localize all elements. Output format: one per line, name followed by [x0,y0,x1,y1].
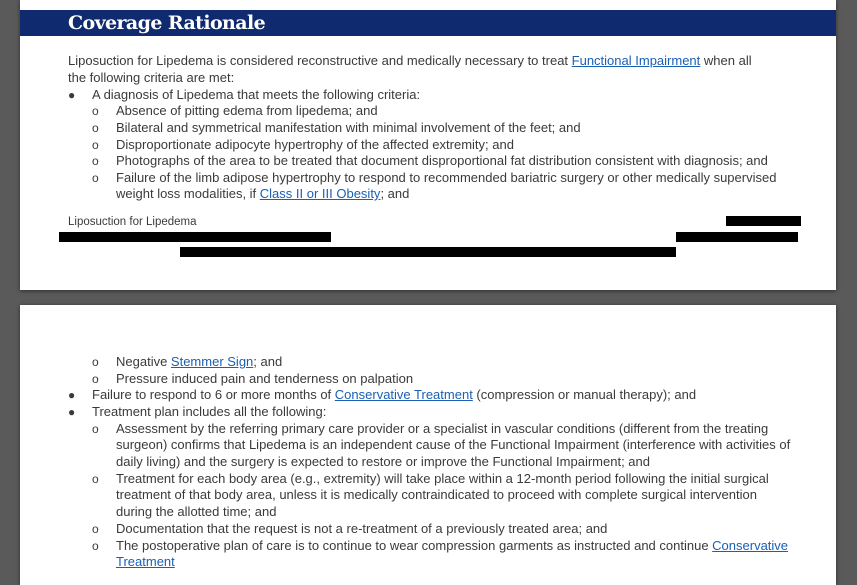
footer-document-title: Liposuction for Lipedema [68,216,197,228]
criterion-text-end: ; and [253,354,283,369]
sub-bullet-icon: o [92,138,99,152]
sub-bullet-icon: o [92,539,99,553]
conservative-treatment-link[interactable]: Conservative Treatment [334,387,473,402]
sub-criterion-7: Pressure induced pain and tenderness on palpation [116,371,414,386]
sub-bullet-icon: o [92,154,99,168]
intro-line-1 [68,53,752,69]
obesity-class-link[interactable]: Class II or III Obesity [259,186,381,201]
section-banner [20,10,836,36]
sub-criterion-3: Disproportionate adipocyte hypertrophy of the affected extremity; and [116,137,514,152]
sub-bullet-icon: o [92,522,99,536]
redaction-bar [676,232,798,242]
plan-item-2-line-3: during the allotted time; and [116,504,277,519]
sub-bullet-icon: o [92,355,99,369]
intro-text: Liposuction for Lipedema is considered reconstructive and medically necessary to treat [68,53,572,68]
intro-text-end: when all [700,53,752,68]
sub-criterion-4: Photographs of the area to be treated that document disproportional fat distribution consistent with diagnosis; and [116,153,768,168]
criteria-diagnosis: A diagnosis of Lipedema that meets the following criteria: [92,87,421,102]
plan-item-1-line-1: Assessment by the referring primary care provider or a specialist in vascular conditions (different from the treating [116,421,769,436]
criterion-text: Failure to respond to 6 or more months of [92,387,335,402]
plan-item-2-line-1: Treatment for each body area (e.g., extremity) will take place within a 12-month period following the initial surgical [116,471,769,486]
redaction-bar [726,216,801,226]
criterion-text: The postoperative plan of care is to continue to wear compression garments as instructed and continue [116,538,713,553]
sub-bullet-icon: o [92,121,99,135]
conservative-treatment-link[interactable]: Treatment [116,554,175,569]
conservative-treatment-link[interactable]: Conservative [712,538,789,553]
intro-line-2: the following criteria are met: [68,70,235,85]
criterion-text-end: ; and [380,186,410,201]
sub-bullet-icon: o [92,422,99,436]
criteria-conservative-failure [92,387,696,403]
sub-bullet-icon: o [92,372,99,386]
stemmer-sign-link[interactable]: Stemmer Sign [170,354,254,369]
document-page-2 [20,305,836,585]
sub-criterion-5-line-2 [116,186,409,202]
sub-bullet-icon: o [92,104,99,118]
criterion-text: Negative [116,354,171,369]
plan-item-3: Documentation that the request is not a re-treatment of a previously treated area; and [116,521,608,536]
criterion-text: weight loss modalities, if [116,186,260,201]
sub-bullet-icon: o [92,171,99,185]
sub-bullet-icon: o [92,472,99,486]
bullet-icon: ● [68,405,76,419]
functional-impairment-link[interactable]: Functional Impairment [571,53,701,68]
criteria-treatment-plan: Treatment plan includes all the following: [92,404,327,419]
criterion-text-end: (compression or manual therapy); and [472,387,697,402]
redaction-bar [180,247,676,257]
plan-item-4-line-1 [116,538,788,554]
sub-criterion-5-line-1: Failure of the limb adipose hypertrophy to respond to recommended bariatric surgery or other medically supervised [116,170,777,185]
document-page-1 [20,0,836,290]
bullet-icon: ● [68,388,76,402]
plan-item-1-line-2: surgeon) confirms that Lipedema is an independent cause of the Functional Impairment (interference with activities of [116,437,791,452]
section-title: Coverage Rationale [68,12,266,34]
sub-criterion-2: Bilateral and symmetrical manifestation with minimal involvement of the feet; and [116,120,581,135]
plan-item-4-line-2 [116,554,175,570]
sub-criterion-6 [116,354,282,370]
sub-criterion-1: Absence of pitting edema from lipedema; and [116,103,378,118]
plan-item-1-line-3: daily living) and the surgery is expected to restore or improve the Functional Impairment; and [116,454,650,469]
plan-item-2-line-2: treatment of that body area, unless it is medically contraindicated to proceed with complete surgical intervention [116,487,757,502]
bullet-icon: ● [68,88,76,102]
redaction-bar [59,232,331,242]
